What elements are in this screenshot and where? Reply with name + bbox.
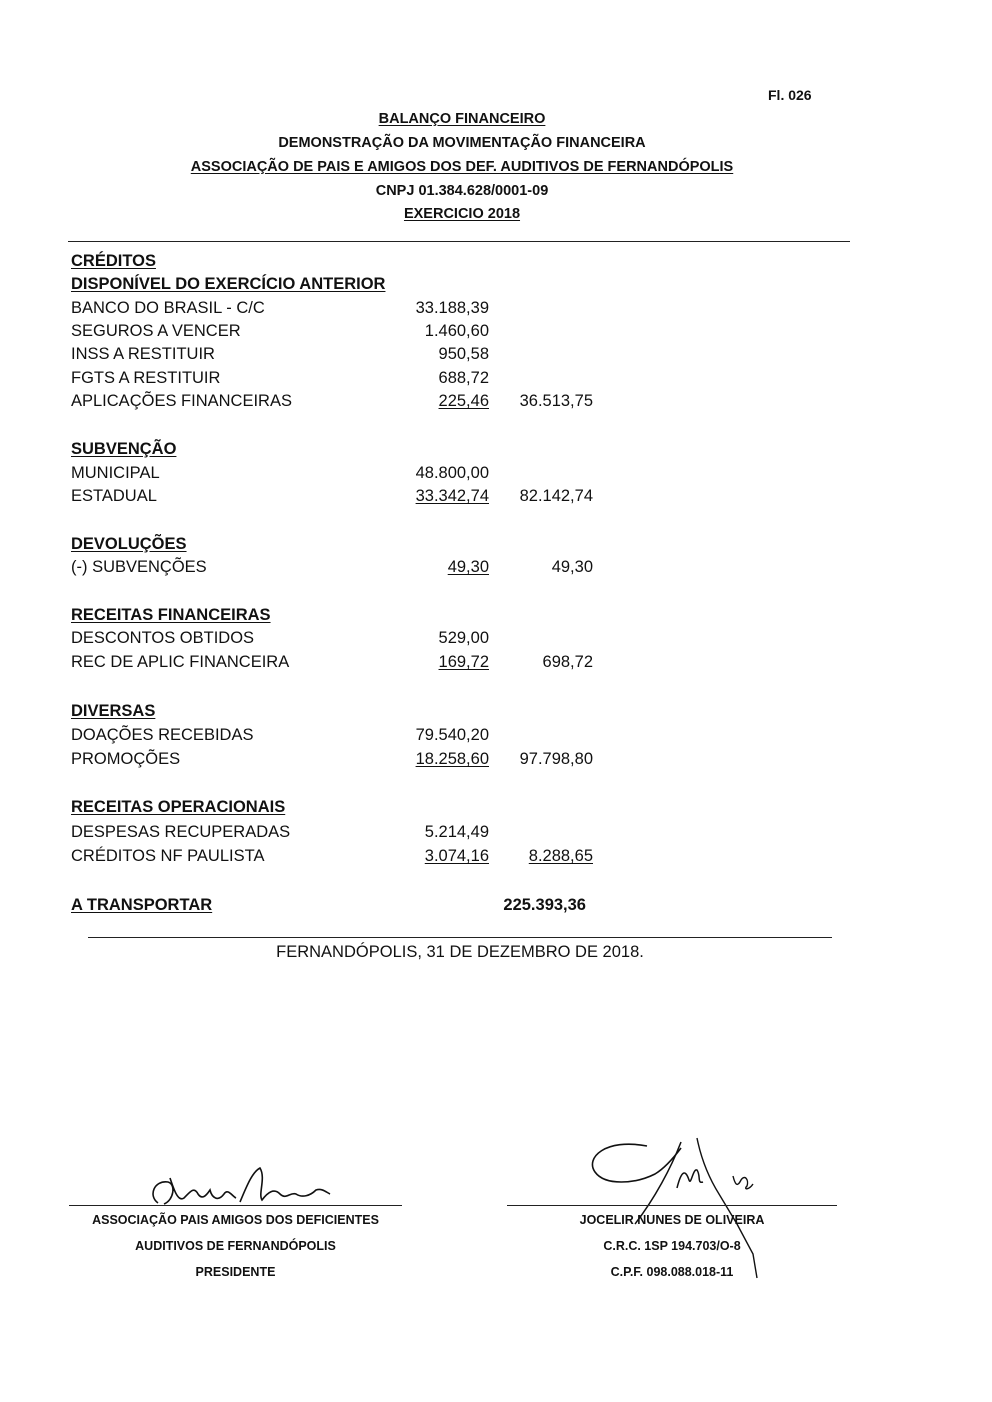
- line-item-label: MUNICIPAL: [71, 464, 160, 482]
- receitas-financeiras-heading: RECEITAS FINANCEIRAS: [71, 606, 271, 624]
- line-item-label: DOAÇÕES RECEBIDAS: [71, 726, 254, 744]
- section-total: 82.142,74: [519, 487, 593, 505]
- accountant-name: JOCELIR NUNES DE OLIVEIRA: [579, 1213, 765, 1227]
- section-total: 36.513,75: [519, 392, 593, 410]
- line-item-value: 33.188,39: [415, 299, 489, 317]
- line-item-label: SEGUROS A VENCER: [71, 322, 241, 340]
- line-item-label: APLICAÇÕES FINANCEIRAS: [71, 392, 292, 410]
- receitas-operacionais-heading: RECEITAS OPERACIONAIS: [71, 798, 286, 816]
- president-role: PRESIDENTE: [195, 1265, 276, 1279]
- line-item-value: 18.258,60: [415, 750, 489, 768]
- disponivel-heading: DISPONÍVEL DO EXERCÍCIO ANTERIOR: [71, 275, 386, 293]
- line-item-label: BANCO DO BRASIL - C/C: [71, 299, 265, 317]
- line-item-label: ESTADUAL: [71, 487, 157, 505]
- section-total: 8.288,65: [528, 847, 593, 865]
- section-total: 698,72: [542, 653, 593, 671]
- subvencao-heading: SUBVENÇÃO: [71, 440, 177, 458]
- section-total: 97.798,80: [519, 750, 593, 768]
- line-item-label: DESCONTOS OBTIDOS: [71, 629, 255, 647]
- line-item-label: REC DE APLIC FINANCEIRA: [71, 653, 290, 671]
- place-date: FERNANDÓPOLIS, 31 DE DEZEMBRO DE 2018.: [276, 943, 644, 961]
- line-item-label: (-) SUBVENÇÕES: [71, 558, 207, 576]
- doc-title: BALANÇO FINANCEIRO: [378, 111, 546, 127]
- accountant-crc: C.R.C. 1SP 194.703/O-8: [603, 1239, 741, 1253]
- line-item-label: DESPESAS RECUPERADAS: [71, 823, 291, 841]
- line-item-value: 5.214,49: [424, 823, 489, 841]
- diversas-heading: DIVERSAS: [71, 702, 156, 720]
- right-signature-line: [507, 1205, 837, 1206]
- line-item-value: 950,58: [438, 345, 489, 363]
- footer-rule: [88, 937, 832, 938]
- fiscal-year: EXERCICIO 2018: [403, 206, 521, 222]
- transportar-label: A TRANSPORTAR: [71, 896, 213, 914]
- line-item-label: PROMOÇÕES: [71, 750, 181, 768]
- line-item-value: 1.460,60: [424, 322, 489, 340]
- president-signature-block: [69, 1207, 402, 1285]
- president-org-line2: AUDITIVOS DE FERNANDÓPOLIS: [135, 1239, 336, 1253]
- line-item-label: INSS A RESTITUIR: [71, 345, 215, 363]
- organization-name: ASSOCIAÇÃO DE PAIS E AMIGOS DOS DEF. AUDITIVOS DE FERNANDÓPOLIS: [190, 159, 734, 175]
- line-item-value: 48.800,00: [415, 464, 489, 482]
- folio-number: Fl. 026: [768, 87, 812, 103]
- creditos-heading: CRÉDITOS: [71, 252, 156, 270]
- line-item-value: 688,72: [438, 369, 489, 387]
- line-item-value: 49,30: [447, 558, 489, 576]
- line-item-value: 33.342,74: [415, 487, 489, 505]
- left-signature-line: [69, 1205, 402, 1206]
- line-item-value: 529,00: [438, 629, 489, 647]
- accountant-signature-block: [507, 1207, 837, 1285]
- line-item-value: 169,72: [438, 653, 489, 671]
- section-total: 49,30: [551, 558, 593, 576]
- doc-subtitle: DEMONSTRAÇÃO DA MOVIMENTAÇÃO FINANCEIRA: [278, 135, 646, 151]
- cnpj: CNPJ 01.384.628/0001-09: [375, 183, 549, 199]
- line-item-value: 3.074,16: [424, 847, 489, 865]
- president-org-line1: ASSOCIAÇÃO PAIS AMIGOS DOS DEFICIENTES: [92, 1213, 379, 1227]
- grand-total: 225.393,36: [503, 896, 586, 914]
- line-item-value: 79.540,20: [415, 726, 489, 744]
- line-item-label: FGTS A RESTITUIR: [71, 369, 221, 387]
- header-rule: [68, 241, 850, 242]
- accountant-cpf: C.P.F. 098.088.018-11: [610, 1265, 734, 1279]
- line-item-value: 225,46: [438, 392, 489, 410]
- line-item-label: CRÉDITOS NF PAULISTA: [71, 847, 265, 865]
- devolucoes-heading: DEVOLUÇÕES: [71, 535, 187, 553]
